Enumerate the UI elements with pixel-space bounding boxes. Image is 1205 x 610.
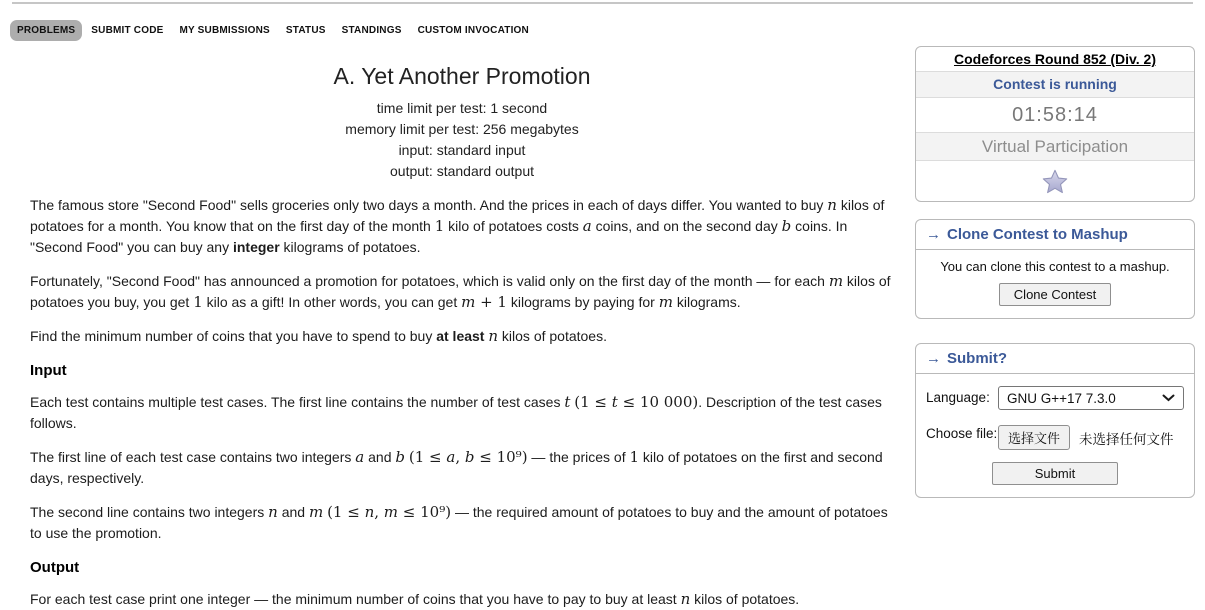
submit-box-title: Submit?	[947, 350, 1007, 367]
statement-paragraph: Fortunately, "Second Food" has announced a promotion for potatoes, which is valid only on the first day of the month — for each m kilos of potatoes you buy, you get 1 kilo as a gift! In other words, you can get m + 1 kilograms by paying for m kilograms.	[30, 272, 891, 311]
chevron-down-icon	[1162, 394, 1175, 402]
contest-status: Contest is running	[916, 71, 1194, 97]
choose-file-button[interactable]: 选择文件	[998, 425, 1070, 450]
section-heading-input: Input	[30, 362, 67, 379]
language-label: Language:	[926, 390, 990, 405]
problem-title: A. Yet Another Promotion	[333, 63, 591, 89]
submit-box-header	[916, 344, 1194, 374]
language-selected-value: GNU G++17 7.3.0	[1007, 390, 1116, 406]
language-row	[926, 386, 1184, 410]
top-divider	[12, 2, 1193, 4]
statement-paragraph: For each test case print one integer — the minimum number of coins that you have to pay to buy at least n kilos of potatoes.	[30, 590, 800, 608]
tab-problems[interactable]: PROBLEMS	[10, 20, 82, 41]
problem-meta-line: memory limit per test: 256 megabytes	[345, 121, 579, 137]
submit-box	[915, 343, 1195, 498]
tab-standings[interactable]: STANDINGS	[341, 25, 402, 36]
star-icon[interactable]	[1042, 182, 1068, 197]
choose-file-label: Choose file:	[926, 426, 998, 441]
language-select[interactable]	[998, 386, 1184, 410]
participation-mode: Virtual Participation	[916, 132, 1194, 160]
statement-paragraph: The first line of each test case contains two integers a and b (1 ≤ a, b ≤ 10⁹) — the prices of 1 kilo of potatoes on the first and second days, respectively.	[30, 448, 883, 486]
contest-nav	[10, 20, 536, 41]
star-favorite-row	[916, 160, 1194, 201]
statement-paragraph: Find the minimum number of coins that you have to spend to buy at least n kilos of potatoes.	[30, 327, 607, 345]
section-heading-output: Output	[30, 559, 80, 576]
contest-info-box	[915, 46, 1195, 202]
problem-meta	[30, 98, 894, 182]
clone-box-header	[916, 220, 1194, 250]
clone-contest-button[interactable]: Clone Contest	[999, 283, 1111, 306]
contest-title-link[interactable]: Codeforces Round 852 (Div. 2)	[953, 51, 1156, 67]
submit-form	[916, 374, 1194, 497]
tab-status[interactable]: STATUS	[285, 25, 326, 36]
contest-countdown-timer: 01:58:14	[916, 97, 1194, 132]
problem-body	[30, 195, 894, 610]
arrow-right-icon: →	[926, 350, 941, 367]
submit-row	[926, 462, 1184, 485]
problem-statement-area	[30, 62, 894, 610]
statement-paragraph: The famous store "Second Food" sells groceries only two days a month. And the prices in each of days differ. You wanted to buy n kilos of potatoes for a month. You know that on the first day of the month 1 kilo of potatoes costs a coins, and on the second day b coins. In "Second Food" you can buy any integer kilograms of potatoes.	[30, 196, 885, 255]
file-status-text: 未选择任何文件	[1079, 431, 1174, 447]
problem-meta-line: output: standard output	[390, 163, 534, 179]
choose-file-row	[926, 422, 1184, 450]
problem-meta-line: time limit per test: 1 second	[376, 100, 548, 116]
problem-meta-line: input: standard input	[398, 142, 526, 158]
tab-custom-invocation[interactable]: CUSTOM INVOCATION	[417, 25, 529, 36]
statement-paragraph: The second line contains two integers n and m (1 ≤ n, m ≤ 10⁹) — the required amount of potatoes to buy and the amount of potatoes to use the promotion.	[30, 503, 888, 541]
arrow-right-icon: →	[926, 226, 941, 243]
sidebar	[915, 46, 1195, 498]
file-input	[998, 422, 1184, 450]
clone-contest-box	[915, 219, 1195, 319]
clone-box-body	[916, 250, 1194, 318]
submit-button[interactable]: Submit	[992, 462, 1118, 485]
clone-box-title: Clone Contest to Mashup	[947, 226, 1128, 243]
clone-description: You can clone this contest to a mashup.	[940, 259, 1170, 274]
tab-submit-code[interactable]: SUBMIT CODE	[91, 25, 164, 36]
contest-title-row	[916, 47, 1194, 71]
statement-paragraph: Each test contains multiple test cases. The first line contains the number of test cases t (1 ≤ t ≤ 10 000). Description of the test cases follows.	[30, 393, 882, 431]
tab-my-submissions[interactable]: MY SUBMISSIONS	[179, 25, 270, 36]
